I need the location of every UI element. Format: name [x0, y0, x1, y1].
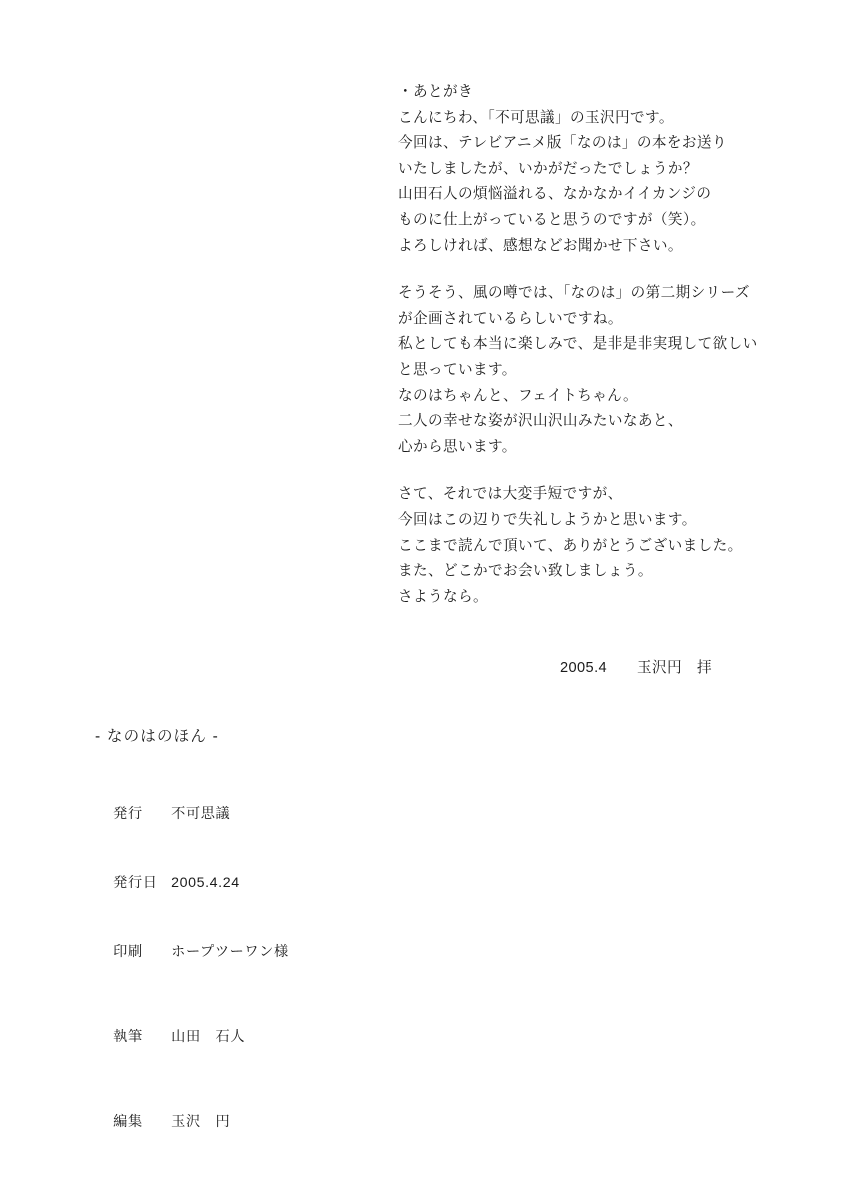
colophon-value: 山田 石人 — [171, 1029, 246, 1045]
afterword-section — [398, 80, 818, 610]
afterword-line: が企画されているらしいですね。 — [398, 310, 623, 327]
afterword-line: そうそう、風の噂では、「なのは」の第二期シリーズ — [398, 285, 750, 302]
afterword-line: よろしければ、感想などお聞かせ下さい。 — [398, 237, 683, 254]
afterword-line: また、どこかでお会い致しましょう。 — [398, 563, 653, 580]
afterword-signature: 2005.4 玉沢円 拝 — [560, 660, 712, 676]
afterword-line: 今回はこの辺りで失礼しようかと思います。 — [398, 511, 697, 528]
colophon-row — [95, 918, 415, 987]
afterword-paragraph-2 — [398, 281, 818, 460]
colophon-label: 執筆 — [113, 1029, 143, 1045]
colophon-label: 編集 — [113, 1114, 143, 1130]
colophon-title: - なのはのほん - — [95, 728, 219, 745]
colophon-row — [95, 849, 415, 918]
colophon-value: ホープツーワン様 — [171, 944, 289, 960]
afterword-line: 心から思います。 — [398, 438, 517, 455]
colophon-value: 不可思議 — [171, 806, 231, 822]
colophon-spacer — [95, 1072, 415, 1088]
afterword-line: 山田石人の煩悩溢れる、なかなかイイカンジの — [398, 186, 712, 203]
afterword-line: なのはちゃんと、フェイトちゃん。 — [398, 387, 639, 404]
colophon-row — [95, 1088, 415, 1157]
afterword-line: こんにちわ、「不可思議」の玉沢円です。 — [398, 109, 674, 126]
afterword-line: 二人の幸せな姿が沢山沢山みたいなあと、 — [398, 413, 683, 430]
afterword-line: 私としても本当に楽しみで、是非是非実現して欲しい — [398, 336, 758, 353]
colophon-row — [95, 1003, 415, 1072]
colophon-label: 発行日 — [113, 875, 158, 891]
afterword-line: ここまで読んで頂いて、ありがとうございました。 — [398, 537, 743, 554]
afterword-line: さようなら。 — [398, 588, 488, 605]
colophon-value: 玉沢 円 — [171, 1114, 231, 1130]
colophon-label: 印刷 — [113, 944, 143, 960]
colophon-value: 2005.4.24 — [171, 875, 240, 891]
afterword-heading-paragraph — [398, 80, 818, 259]
afterword-heading: ・あとがき — [398, 84, 473, 100]
afterword-line: さて、それでは大変手短ですが、 — [398, 486, 623, 503]
afterword-line: いたしましたが、いかがだったでしょうか？ — [398, 160, 698, 177]
afterword-line: ものに仕上がっていると思うのですが（笑）。 — [398, 211, 706, 228]
colophon-spacer — [95, 987, 415, 1003]
afterword-line: 今回は、テレビアニメ版「なのは」の本をお送り — [398, 135, 727, 152]
afterword-line: と思っています。 — [398, 361, 517, 378]
colophon-row — [95, 780, 415, 849]
colophon-section — [95, 780, 415, 1157]
colophon-label: 発行 — [113, 806, 143, 822]
afterword-paragraph-3 — [398, 482, 818, 610]
